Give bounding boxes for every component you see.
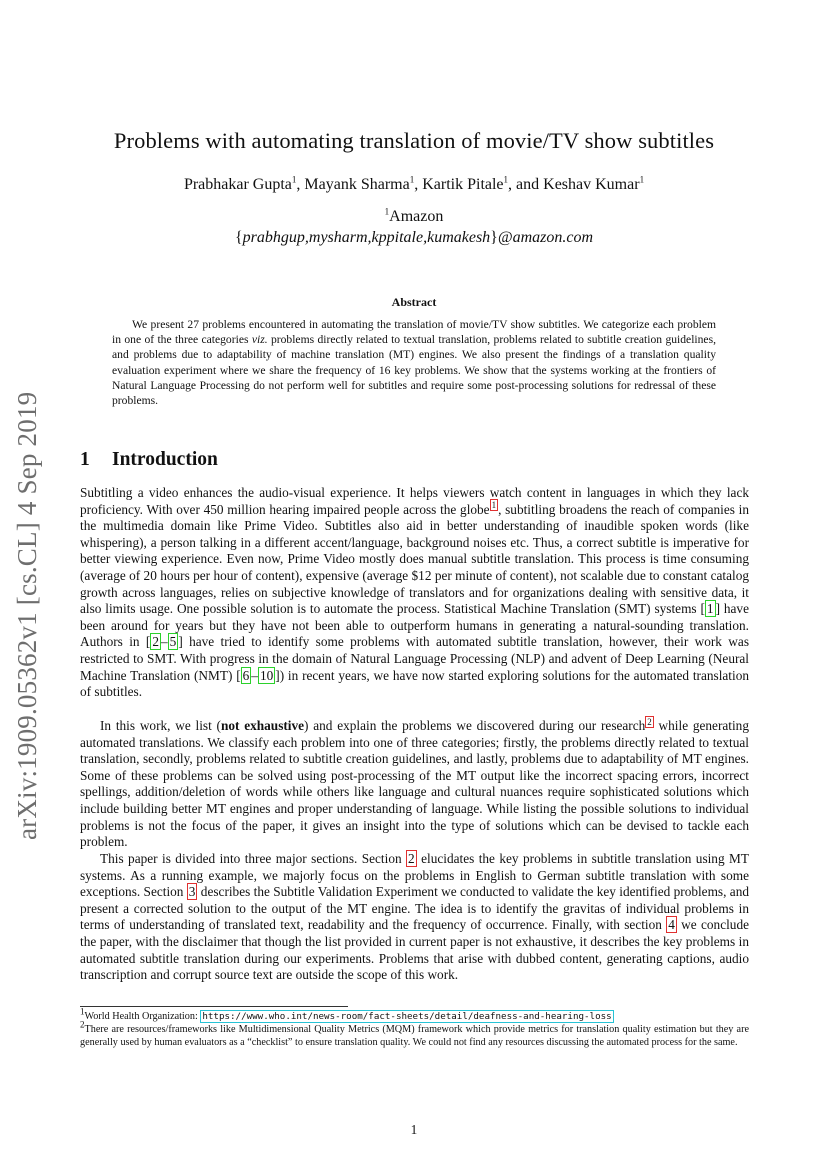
author-list: Prabhakar Gupta$^1$, Mayank Sharma$^1$, Kartik Pitale$^1$, and Keshav Kumar$^1$ — [183, 174, 645, 193]
affiliation-name: Amazon — [389, 208, 444, 225]
section-link[interactable]: 3 — [188, 884, 196, 900]
citation-link[interactable]: 6 — [242, 667, 250, 683]
paper-title: Problems with automating translation of movie/TV show subtitles — [113, 128, 715, 153]
footnote-link[interactable]: 1 — [491, 500, 497, 511]
author-name: Keshav Kumar — [543, 176, 640, 193]
affiliation-marker: 1 — [409, 174, 415, 185]
affiliation: $^1$Amazon — [384, 206, 444, 225]
footnote-divider — [80, 1006, 348, 1007]
email-domain: @amazon.com — [497, 229, 594, 246]
footnote-number: 1 — [80, 1006, 85, 1017]
email-handles: prabhgup,mysharm,kppitale,kumakesh — [242, 229, 491, 246]
author-emails: {prabhgup,mysharm,kppitale,kumakesh}@amazon.com — [234, 229, 594, 246]
section-link[interactable]: 2 — [408, 851, 415, 866]
paragraph: This paper is divided into three major sections. Section 2 elucidates the key problems in subtitle translation using MT systems. As a running example, we majorly focus on the problems in English to German subtitle translation with some exceptions. Section 3 describes the Subtitle Validation Experiment we conducted to validate the key identified problems, and present a corrected solution to the output of the MT engine. The idea is to identify the gravitas of individual problems in terms of understanding of translated text, readability and the frequency of occurrence. Finally, with section 4 we conclude the paper, with the disclaimer that though the list provided in current paper is not exhaustive, it describes the key problems in automated subtitle translation during our experiments. Problems that arise with dubbed content, generating captions, audio transcription and corrupt source text are outside the scope of this work. — [80, 851, 749, 983]
footnote-url-link[interactable]: https://www.who.int/news-room/fact-sheets/detail/deafness-and-hearing-loss — [202, 1011, 612, 1022]
emphasis: not exhaustive — [220, 718, 305, 733]
footnote-link[interactable]: 2 — [647, 716, 652, 727]
author-name: Mayank Sharma — [304, 176, 410, 193]
citation-link[interactable]: 5 — [169, 634, 177, 650]
affiliation-marker: 1 — [291, 174, 297, 185]
section-link[interactable]: 4 — [668, 917, 675, 933]
affiliation-marker: 1 — [503, 174, 509, 185]
section-title: Introduction — [112, 449, 218, 470]
section-heading-introduction — [80, 449, 218, 471]
paragraph: In this work, we list (not exhaustive) and explain the problems we discovered during our research $^2$ while generating automated translations. We classify each problem into one of three categories; firstly, the problems directly related to textual translation, secondly, problems related to subtitle creation guidelines, and lastly, problems due to adaptability of MT engines. Some of these problems can be solved using post-processing of the MT output like the incorrect spacing errors, incorrect spellings, addition/deletion of words while others like language and cultural nuances require sophisticated solutions which include building better MT engines and proper understanding of language. While listing the possible solutions to individual problems is not the focus of the paper, it gives an insight into the type of solutions which can be devised to tackle each problem. — [80, 716, 749, 850]
abstract-body: We present 27 problems encountered in automating the translation of movie/TV show subtitles. We categorize each problem in one of the three categories viz. problems directly related to textual translation, problems related to subtitle creation guidelines, and problems due to adaptability of machine translation (MT) engines. We also present the findings of a translation quality evaluation experiment where we share the frequency of 16 key problems. We show that the systems working at the frontiers of Natural Language Processing do not perform well for subtitles and require some post-processing solutions for redressal of these problems. — [112, 318, 716, 408]
footnote: 1World Health Organization: https://www.who.int/news-room/fact-sheets/detail/deafness-and-hearing-loss — [80, 1006, 612, 1022]
citation-link[interactable]: 1 — [706, 601, 714, 617]
footnote: 2There are resources/frameworks like Multidimensional Quality Metrics (MQM) framework which provide metrics for translation quality estimation but they are generally used by human evaluators as a “checklist” to ensure translation quality. We could not find any resources discussing the automated process for the same. — [80, 1019, 749, 1049]
footnote-number: 2 — [80, 1019, 85, 1030]
author-name: Prabhakar Gupta — [183, 176, 292, 193]
affiliation-marker: 1 — [639, 174, 645, 185]
author-name: Kartik Pitale — [422, 176, 504, 193]
section-number: 1 — [80, 449, 90, 470]
page-number: 1 — [410, 1122, 418, 1137]
citation-link[interactable]: 10 — [259, 667, 274, 683]
paragraph: Subtitling a video enhances the audio-visual experience. It helps viewers watch content in languages in which they lack proficiency. With over 450 million hearing impaired people across the globe $^1$ , subtitling broadens the reach of companies in the multimedia domain like Prime Video. Subtitles also aid in better understanding of inaudible spoken words (like whispering), a person talking in a different accent/language, background noises etc. Thus, a correct subtitle is imperative for better viewing experience. Even now, Prime Video mostly does manual subtitle translation. This process is time consuming (average of 20 hours per hour of content), expensive (average $12 per minute of content), not scalable due to constant catalog growth across languages, relies on subjective knowledge of translators and for organizations dealing with sensitive data, it also limits usage. One possible solution is to automate the process. Statistical Machine Translation (SMT) systems [ 1 ] have been around for years but they have not been able to outperform humans in generating a natural-sounding translation. Authors in [ 2 – 5 ] have tried to identify some problems with automated subtitle translation, however, their work was restricted to SMT. With progress in the domain of Natural Language Processing (NLP) and advent of Deep Learning (Neural Machine Translation (NMT) [ 6 – 10 ]) in recent years, we have now started exploring solutions for the automated translation of subtitles. — [80, 485, 749, 700]
arxiv-identifier-stamp: arXiv:1909.05362v1 [cs.CL] 4 Sep 2019 — [12, 391, 42, 840]
abstract-heading: Abstract — [391, 295, 437, 309]
citation-link[interactable]: 2 — [152, 634, 159, 650]
